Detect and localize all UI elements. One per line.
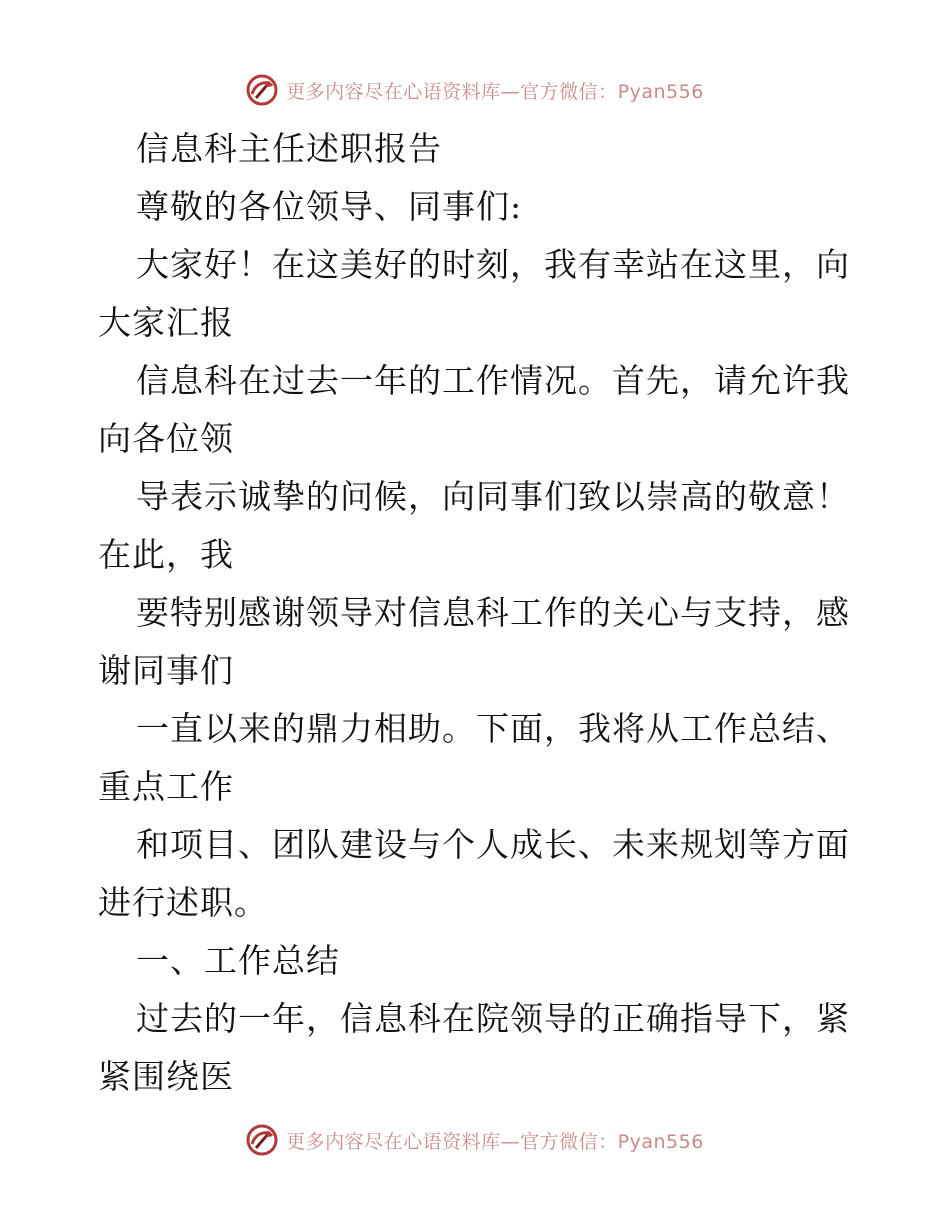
header-watermark <box>0 70 950 110</box>
footer-watermark <box>0 1120 950 1160</box>
document-line: 过去的一年，信息科在院领导的正确指导下，紧 <box>136 999 850 1038</box>
document-line: 要特别感谢领导对信息科工作的关心与支持，感 <box>136 593 850 632</box>
red-swirl-logo-icon <box>246 74 278 106</box>
watermark-text: 更多内容尽在心语资料库—官方微信：Pyan556 <box>286 80 704 103</box>
document-line: 在此，我 <box>98 535 234 574</box>
document-line: 信息科在过去一年的工作情况。首先，请允许我 <box>136 361 850 400</box>
document-line: 导表示诚挚的问候，向同事们致以崇高的敬意！ <box>136 477 850 516</box>
document-line: 尊敬的各位领导、同事们: <box>136 187 523 226</box>
document-line: 向各位领 <box>98 419 234 458</box>
document-line: 一直以来的鼎力相助。下面，我将从工作总结、 <box>136 709 850 748</box>
document-line: 和项目、团队建设与个人成长、未来规划等方面 <box>136 825 850 864</box>
document-line: 一、工作总结 <box>136 941 340 980</box>
watermark-text: 更多内容尽在心语资料库—官方微信：Pyan556 <box>286 1130 704 1153</box>
document-line: 进行述职。 <box>98 883 268 922</box>
document-line: 信息科主任述职报告 <box>136 129 442 168</box>
document-line: 大家汇报 <box>98 303 234 342</box>
document-line: 大家好！在这美好的时刻，我有幸站在这里，向 <box>136 245 850 284</box>
document-line: 紧围绕医 <box>98 1057 234 1096</box>
red-swirl-logo-icon <box>246 1124 278 1156</box>
document-body <box>98 120 858 1106</box>
document-line: 谢同事们 <box>98 651 234 690</box>
document-line: 重点工作 <box>98 767 234 806</box>
